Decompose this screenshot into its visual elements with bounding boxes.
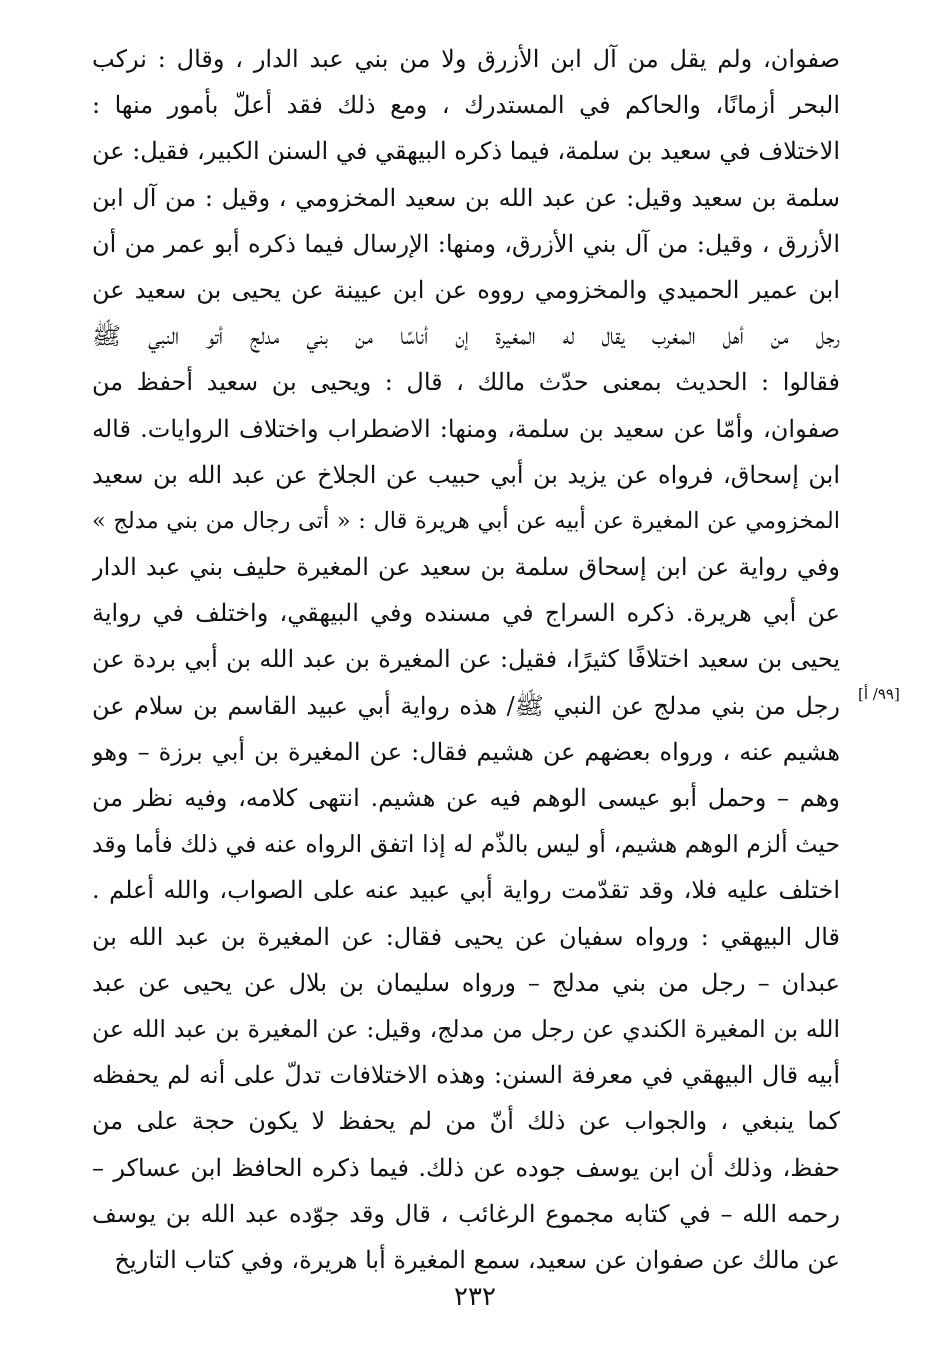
text-line: ابن عمير الحميدي والمخزومي رووه عن ابن عيينة عن يحيى بن سعيد عن: [92, 275, 840, 304]
text-line: رحمه الله – في كتابه مجموع الرغائب ، قال وقد جوّده عبد الله بن يوسف: [92, 1199, 840, 1228]
text-line: أبيه قال البيهقي في معرفة السنن: وهذه الاختلافات تدلّ على أنه لم يحفظه: [92, 1061, 840, 1090]
text-line: الاختلاف في سعيد بن سلمة، فيما ذكره البيهقي في السنن الكبير، فقيل: عن: [92, 137, 840, 166]
text-line: البحر أزمانًا، والحاكم في المستدرك ، ومع ذلك فقد أعلّ بأمور منها :: [92, 91, 840, 120]
text-line: سلمة بن سعيد وقيل: عن عبد الله بن سعيد المخزومي ، وقيل : من آل ابن: [92, 183, 840, 212]
text-line: حفظ، وذلك أن ابن يوسف جوده عن ذلك. فيما ذكره الحافظ ابن عساكر –: [92, 1153, 840, 1182]
text-line: فقالوا : الحديث بمعنى حدّث مالك ، قال : ويحيى بن سعيد أحفظ من: [92, 368, 840, 397]
text-line: صفوان، وأمّا عن سعيد بن سلمة، ومنها: الاضطراب واختلاف الروايات. قاله: [92, 414, 840, 443]
text-line: عن مالك عن صفوان عن سعيد، سمع المغيرة أبا هريرة، وفي كتاب التاريخ: [114, 1245, 840, 1274]
text-line: حيث ألزم الوهم هشيم، أو ليس بالذّم له إذا اتفق الرواه عنه في ذلك فأما وقد: [92, 830, 840, 859]
body-text: [92, 36, 840, 1283]
page-number: ٢٣٢: [454, 1282, 496, 1312]
text-line: الله بن المغيرة الكندي عن رجل من مدلج، وقيل: عن المغيرة بن عبد الله عن: [92, 1014, 840, 1043]
text-line: الأزرق ، وقيل: من آل بني الأزرق، ومنها: الإرسال فيما ذكره أبو عمر من أن: [92, 229, 840, 258]
text-line: المخزومي عن المغيرة عن أبيه عن أبي هريرة قال : « أتى رجال من بني مدلج »: [92, 507, 840, 534]
text-line: رجل من بني مدلج عن النبي ﷺ/ هذه رواية أبي عبيد القاسم بن سلام عن: [92, 691, 840, 720]
text-line: عن أبي هريرة. ذكره السراج في مسنده وفي البيهقي، واختلف في رواية: [92, 599, 840, 628]
text-line: ابن إسحاق، فرواه عن يزيد بن أبي حبيب عن الجلاخ عن عبد الله بن سعيد: [92, 460, 840, 489]
text-line: صفوان، ولم يقل من آل ابن الأزرق ولا من بني عبد الدار ، وقال : نركب: [92, 45, 840, 73]
text-line: هشيم عنه ، ورواه بعضهم عن هشيم فقال: عن المغيرة بن أبي برزة – وهو: [92, 737, 840, 766]
manuscript-folio-marker: [٩٩/ أ]: [858, 685, 900, 703]
text-line: اختلف عليه فلا، وقد تقدّمت رواية أبي عبيد عنه على الصواب، والله أعلم .: [92, 876, 840, 905]
text-line: كما ينبغي ، والجواب عن ذلك أنّ من لم يحفظ لا يكون حجة على من: [92, 1107, 840, 1136]
text-line: قال البيهقي : ورواه سفيان عن يحيى فقال: عن المغيرة بن عبد الله بن: [92, 922, 840, 951]
text-line: وهم – وحمل أبو عيسى الوهم فيه عن هشيم. انتهى كلامه، وفيه نظر من: [92, 784, 840, 812]
text-line: رجل من أهل المغرب يقال له المغيرة إن أناسًا من بني مدلج أتو النبي ﷺ: [92, 322, 840, 351]
text-line: يحيى بن سعيد اختلافًا كثيرًا، فقيل: عن المغيرة بن عبد الله بن أبي بردة عن: [92, 645, 840, 674]
text-line: وفي رواية عن ابن إسحاق سلمة بن سعيد عن المغيرة حليف بني عبد الدار: [92, 553, 840, 582]
text-line: عبدان – رجل من بني مدلج – ورواه سليمان بن بلال عن يحيى عن عبد: [92, 968, 840, 997]
